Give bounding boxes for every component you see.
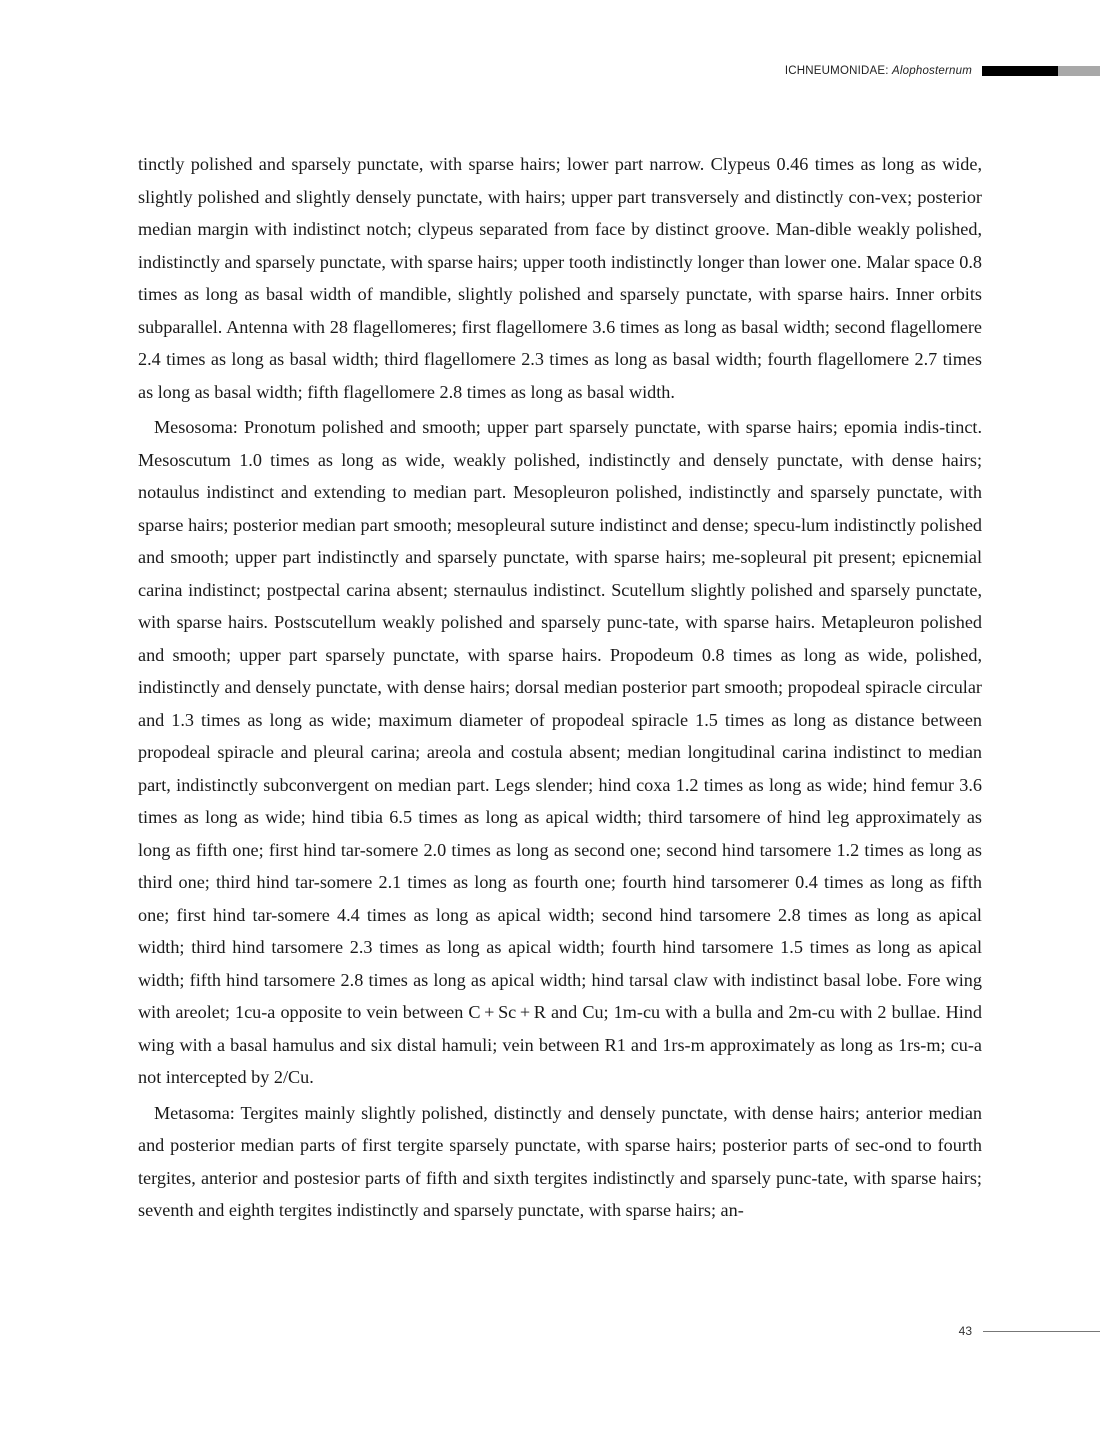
body-text	[138, 148, 982, 1227]
paragraph-metasoma: Metasoma: Tergites mainly slightly polished, distinctly and densely punctate, with dense hairs; anterior median and posterior median parts of first tergite sparsely punctate, with sparse hairs; posterior parts of sec-ond to fourth tergites, anterior and postesior parts of fifth and sixth tergites indistinctly and sparsely punc-tate, with sparse hairs; seventh and eighth tergites indistinctly and sparsely punctate, with sparse hairs; an-	[138, 1102, 982, 1220]
folio-rule	[983, 1331, 1100, 1332]
page-number: 43	[958, 1324, 972, 1338]
paragraph-head-description: tinctly polished and sparsely punctate, with sparse hairs; lower part narrow. Clypeus 0.46 times as long as wide, slightly polished and slightly densely punctate, with hairs; upper part transversely and distinctly con-vex; posterior median margin with indistinct notch; clypeus separated from face by distinct groove. Man-dible weakly polished, indistinctly and sparsely punctate, with sparse hairs; upper tooth indistinctly longer than lower one. Malar space 0.8 times as long as basal width of mandible, slightly polished and sparsely punctate, with sparse hairs. Inner orbits subparallel. Antenna with 28 flagellomeres; first flagellomere 3.6 times as long as basal width; second flagellomere 2.4 times as long as basal width; third flagellomere 2.3 times as long as basal width; fourth flagellomere 2.7 times as long as basal width; fifth flagellomere 2.8 times as long as basal width.	[138, 154, 982, 402]
running-header-family: ICHNEUMONIDAE:	[784, 65, 893, 77]
header-bar-dark	[982, 66, 1058, 76]
header-bar-light	[1058, 66, 1100, 76]
running-header	[785, 64, 972, 78]
paragraph-mesosoma: Mesosoma: Pronotum polished and smooth; upper part sparsely punctate, with sparse hairs; epomia indis-tinct. Mesoscutum 1.0 times as long as wide, weakly polished, indistinctly and densely punctate, with dense hairs; notaulus indistinct and extending to median part. Mesopleuron polished, indistinctly and sparsely punctate, with sparse hairs; posterior median part smooth; mesopleural suture indistinct and dense; specu-lum indistinctly polished and smooth; upper part indistinctly and sparsely punctate, with sparse hairs; me-sopleural pit present; epicnemial carina indistinct; postpectal carina absent; sternaulus indistinct. Scutellum slightly polished and sparsely punctate, with sparse hairs. Postscutellum weakly polished and sparsely punc-tate, with sparse hairs. Metapleuron polished and smooth; upper part sparsely punctate, with sparse hairs. Propodeum 0.8 times as long as wide, polished, indistinctly and densely punctate, with dense hairs; dorsal median posterior part smooth; propodeal spiracle circular and 1.3 times as long as wide; maximum diameter of propodeal spiracle 1.5 times as long as distance between propodeal spiracle and pleural carina; areola and costula absent; median longitudinal carina indistinct to median part, indistinctly subconvergent on median part. Legs slender; hind coxa 1.2 times as long as wide; hind femur 3.6 times as long as wide; hind tibia 6.5 times as long as apical width; third tarsomere of hind leg approximately as long as fifth one; first hind tar-somere 2.0 times as long as second one; second hind tarsomere 1.2 times as long as third one; third hind tar-somere 2.1 times as long as fourth one; fourth hind tarsomerer 0.4 times as long as fifth one; first hind tar-somere 4.4 times as long as apical width; second hind tarsomere 2.8 times as long as apical width; third hind tarsomere 2.3 times as long as apical width; fourth hind tarsomere 1.5 times as long as apical width; fifth hind tarsomere 2.8 times as long as apical width; hind tarsal claw with indistinct basal lobe. Fore wing with areolet; 1cu-a opposite to vein between C + Sc + R and Cu; 1m-cu with a bulla and 2m-cu with 2 bullae. Hind wing with a basal hamulus and six distal hamuli; vein between R1 and 1rs-m approximately as long as 1rs-m; cu-a not intercepted by 2/Cu.	[138, 417, 982, 1087]
running-header-genus: Alophosternum	[892, 65, 972, 77]
